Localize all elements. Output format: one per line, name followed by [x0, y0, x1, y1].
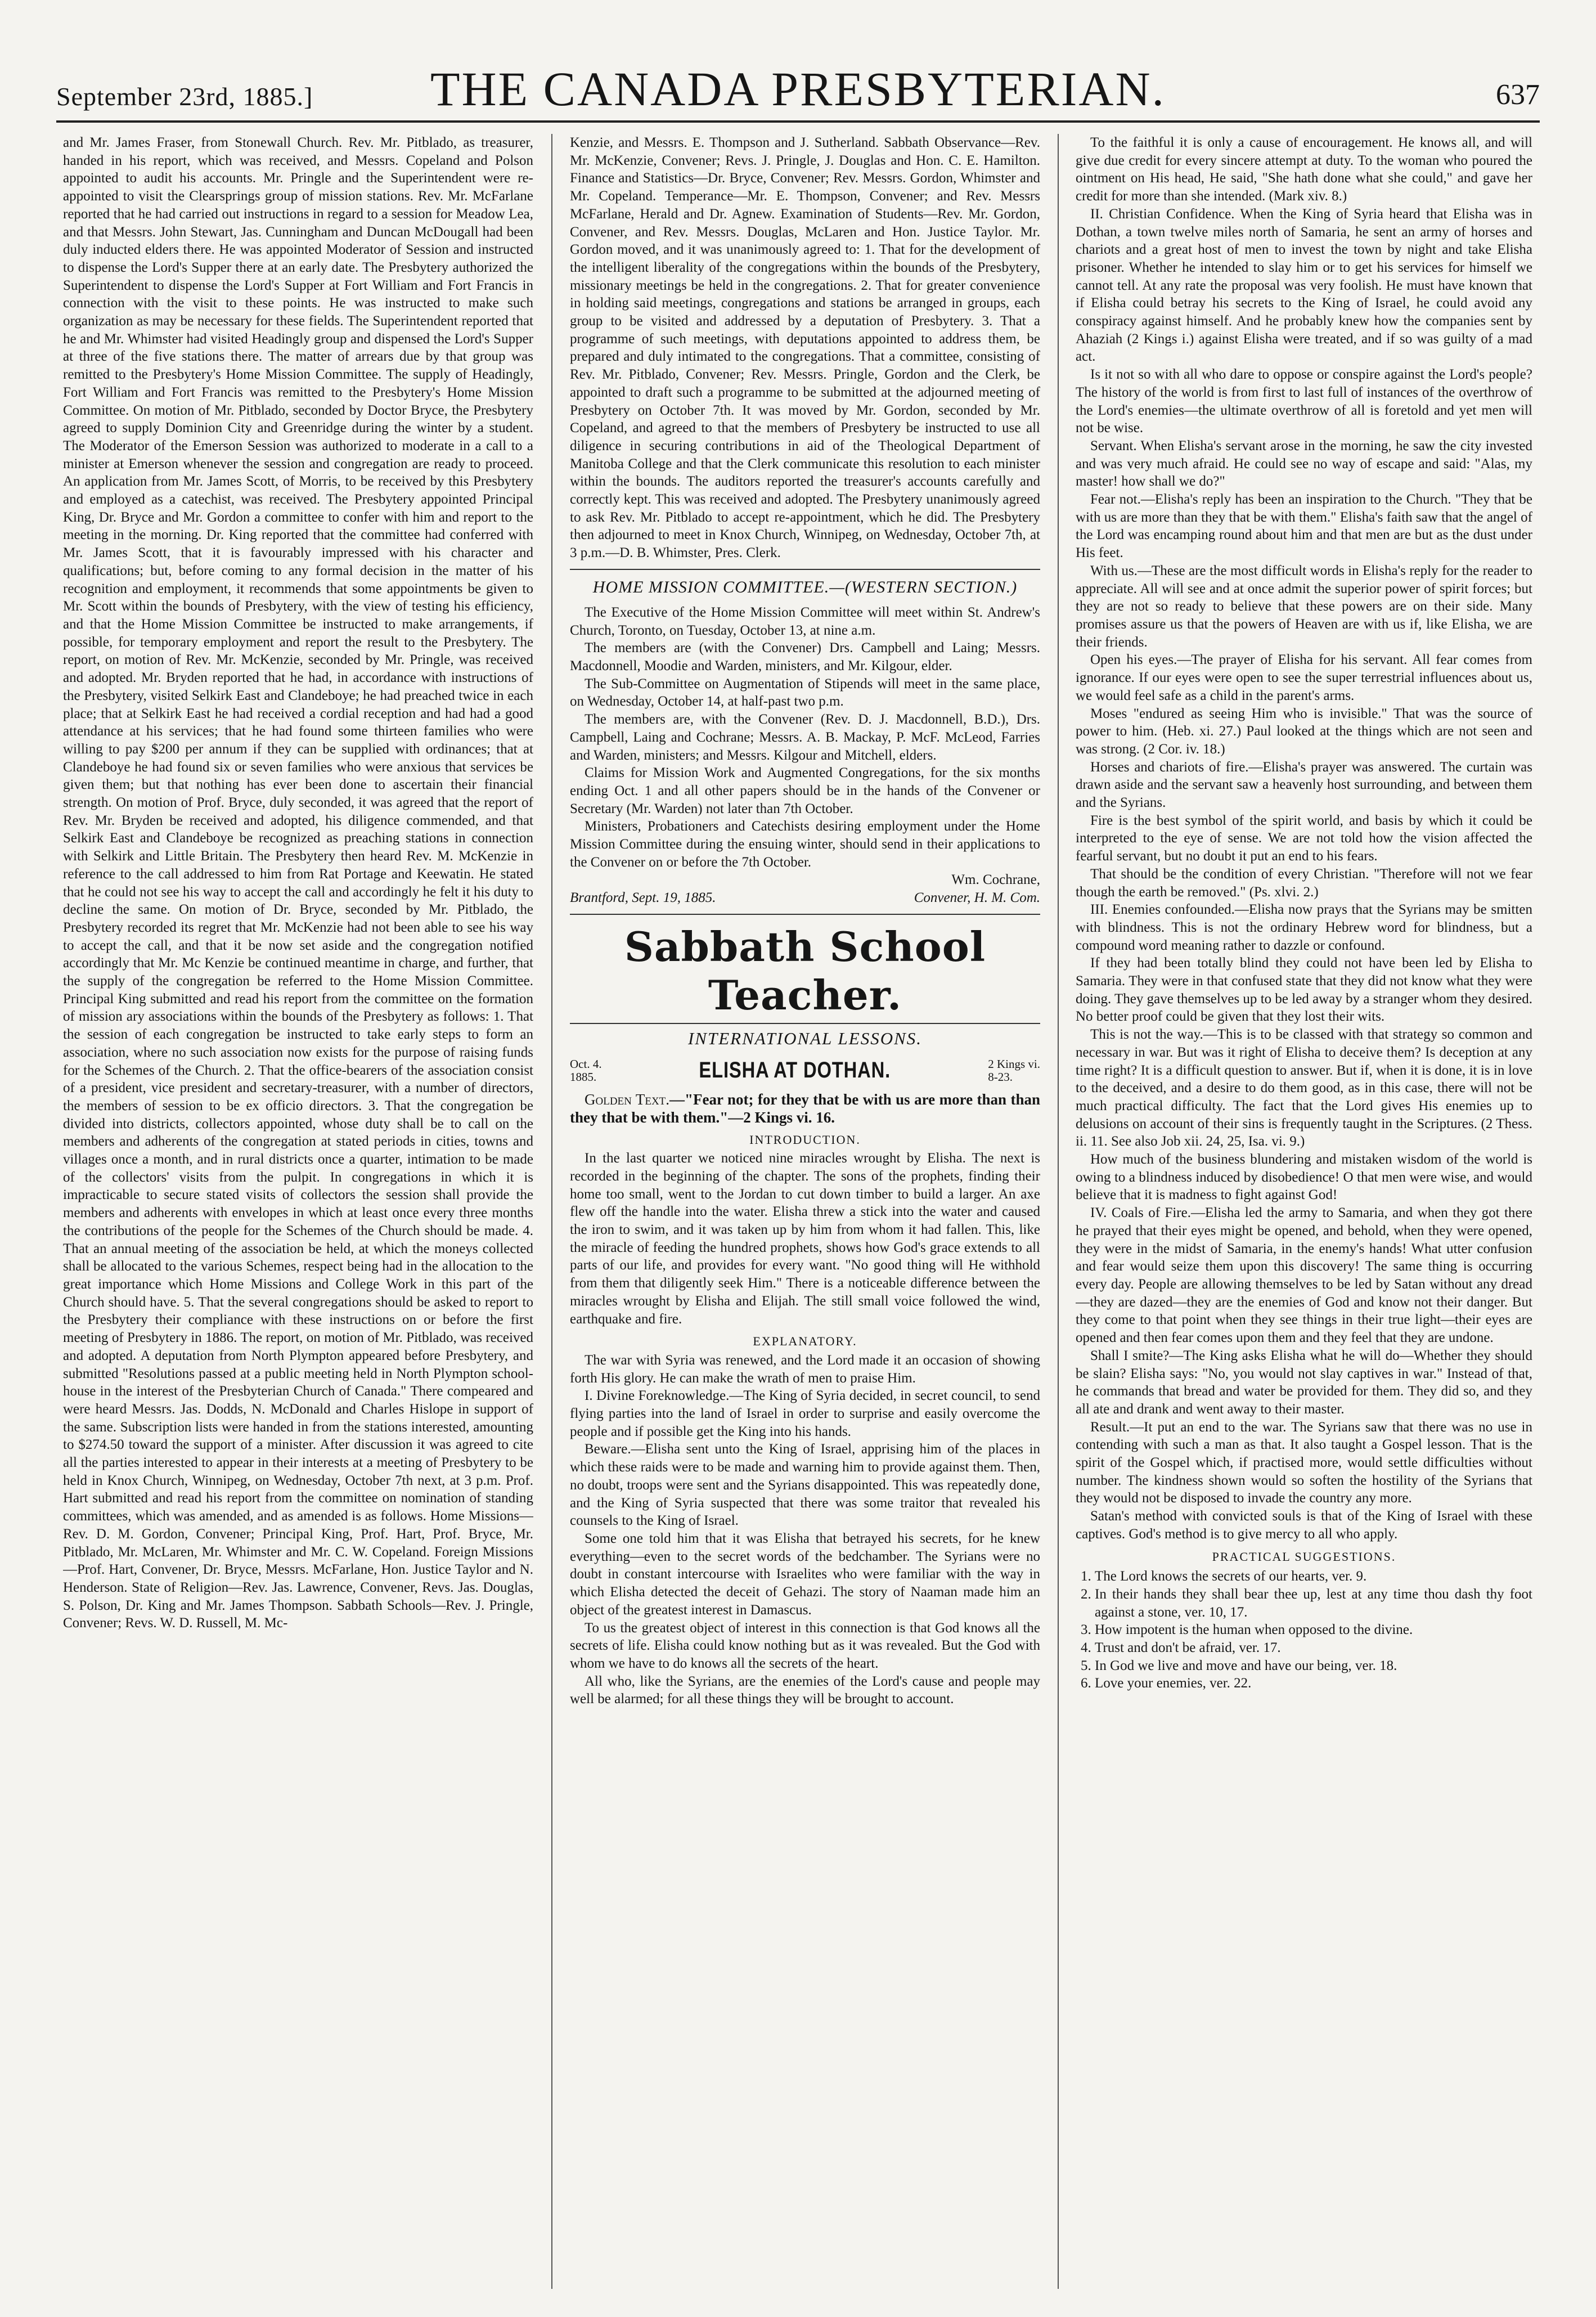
home-mission-paragraph: Claims for Mission Work and Augmented Congregations, for the six months ending Oct. 1 and all other papers should be in the hands of the Convener or Secretary (Mr. Warden) not later than 7th October. — [570, 765, 1040, 816]
lesson-paragraph: Servant. When Elisha's servant arose in the morning, he saw the city invested and was very much afraid. He could see no way of escape and said: "Alas, my master! how shall we do?" — [1076, 438, 1532, 490]
home-mission-heading: HOME MISSION COMMITTEE.—(WESTERN SECTION.) — [592, 577, 1018, 596]
suggestion-item: 3. How impotent is the human when opposed to the divine. — [1095, 1621, 1532, 1639]
lesson-paragraph: Fire is the best symbol of the spirit world, and basis by which it could be interpreted to the eye of sense. We are not told how the vision affected the fearful servant, but no doubt it put an end to his fears. — [1076, 812, 1532, 864]
masthead — [56, 63, 1540, 117]
lesson-paragraph: III. Enemies confounded.—Elisha now prays that the Syrians may be smitten with blindness. This is not the ordinary Hebrew word for blindness, but a compound word meaning rather to dazzle or confound. — [1076, 902, 1532, 953]
home-mission-paragraph: The members are (with the Convener) Drs. Campbell and Laing; Messrs. Macdonnell, Moodie and Warden, ministers, and Mr. Kilgour, elder. — [570, 640, 1040, 673]
issue-date: September 23rd, 1885.] — [56, 82, 313, 111]
suggestion-item: 6. Love your enemies, ver. 22. — [1095, 1674, 1532, 1692]
column-2 — [570, 134, 1040, 2289]
lesson-title: ELISHA AT DOTHAN. — [699, 1057, 891, 1083]
lesson-paragraph: Is it not so with all who dare to oppose or conspire against the Lord's people? The history of the world is from first to last full of instances of the overthrow of the Lord's enemies—the ultimate overthrow of all is foretold and yet men will not be wise. — [1076, 367, 1532, 436]
lesson-paragraph: This is not the way.—This is to be classed with that strategy so common and necessary in war. But was it right of Elisha to deceive them? Is deception at any time right? It is a difficult question to answer. But if, when it is done, it is in love to the deceived, and a desire to do them good, as in this case, there will not be much practical difficulty. The fact that the Lord gives His enemies up to delusions on account of their sins is frequently taught in the Scriptures. (2 Thess. ii. 11. See also Job xii. 24, 25, Isa. vi. 9.) — [1076, 1027, 1532, 1149]
presbytery-report-text: and Mr. James Fraser, from Stonewall Church. Rev. Mr. Pitblado, as treasurer, handed in his report, which was received, and Messrs. Copeland and Polson appointed to audit his accounts. Mr. Pringle and the Superintendent were re-appointed to visit the Clearsprings group of mission stations. Rev. Mr. McFarlane reported that he had carried out instructions in regard to a session for Meadow Lea, and that Messrs. John Stewart, Jas. Cunningham and Duncan McDougall had been duly inducted elders there. He was appointed Moderator of Session and instructed to dispense the Lord's Supper there at an early date. The Presbytery authorized the Superintendent to dispense the Lord's Supper at Fort William and Fort Francis in connection with the visit to these points. He was instructed to make such organization as may be necessary for these fields. The Superintendent reported that he and Mr. Whimster had visited Headingly group and dispensed the Lord's Supper at three of the five stations there. The matter of arrears due by that group was remitted to the Presbytery's Home Mission Committee. The supply of Headingly, Fort William and Fort Francis was remitted to the Presbytery's Home Mission Committee. On motion of Mr. Pitblado, seconded by Doctor Bryce, the Presbytery agreed to supply Dominion City and Greenridge during the winter by a student. The Moderator of the Emerson Session was authorized to moderate in a call to a minister at Emerson whenever the session and congregation are ready to proceed. An application from Mr. James Scott, of Morris, to be received by this Presbytery and employed as a catechist, was received. The Presbytery appointed Principal King, Dr. Bryce and Mr. Gordon a committee to confer with him and report to the meeting in the morning. Dr. King reported that the committee had conferred with Mr. James Scott, that it is favourably impressed with his character and qualifications; but, before coming to any formal decision in the matter of his recognition and employment, it recommends that some appointments be given to Mr. Scott within the bounds of Presbytery, with the view of testing his efficiency, and that the Home Mission Committee be instructed to make arrangements, if possible, for temporary employment and report the result to the Presbytery. The report, on motion of Rev. Mr. McKenzie, seconded by Mr. Pringle, was received and adopted. Mr. Bryden reported that he had, in accordance with instructions of the Presbytery, visited Selkirk East and Clandeboye; he had preached twice in each place; that at Selkirk East he had received a cordial reception and had had a good attendance at his services; that he had found some thirteen families who were willing to pay $200 per annum if they can be supplied with ordinances; that at Clandeboye he had found six or seven families who were anxious that services be given them; but that nothing has ever been done to ascertain their financial strength. On motion of Prof. Bryce, duly seconded, it was agreed that the report of Rev. Mr. Bryden be received and adopted, his diligence commended, and that Selkirk East and Clandeboye be recognized as preaching stations in connection with Selkirk and Little Britain. The Presbytery then heard Rev. M. McKenzie in reference to the call addressed to him from Rat Portage and Keewatin. He stated that he could not see his way to accept the call and accordingly he felt it his duty to decline the same. On motion of Dr. Bryce, seconded by Mr. Pitblado, the Presbytery recorded its regret that Mr. McKenzie had not been able to see his way to accept the call, and that it be now set aside and the congregation notified accordingly that Mr. Mc Kenzie be continued meantime in charge, and further, that the supply of the congregation be referred to the Home Mission Committee. Principal King submitted and read his report from the committee on the formation of mission ary associations within the bounds of the Presbytery as follows: 1. That the session of each congregation be instructed to take early steps to form an association, where no such association now exists for the purpose of raising funds for the Schemes of the Church. 2. That the office-bearers of the association consist of a president, vice president and secretary-treasurer, with a number of directors, the members of session to be ex officio directors. 3. That the congregation be divided into districts, collectors appointed, whose duty shall be to call on the members and adherents of the congregation at stated periods in cities, towns and villages once a month, and in rural districts once a quarter, intimation to be made of the collectors' visits from the pulpit. In congregations in which it is impracticable to secure stated visits of collectors the session shall provide the members and adherents with envelopes in which at least once every three months the contributions of the people for the Schemes of the Church should be made. 4. That an annual meeting of the association be held, at which the moneys collected shall be allocated to the various Schemes, respect being had in the allocation to the great importance which Home Missions and College Work in this part of the Church should have. 5. That the several congregations should be asked to report to the Presbytery their compliance with these instructions on or before the first meeting of Presbytery in 1886. The report, on motion of Mr. Pitblado, was received and adopted. A deputation from North Plympton appeared before Presbytery, and submitted "Resolutions passed at a public meeting held in North Plympton school-house in the interest of the Presbyterian Church of Canada." There compeared and were heard Messrs. Jas. Dodds, N. McDonald and Charles Hislope in support of the same. Subscription lists were handed in from the stations interested, amounting to $274.50 toward the support of a minister. After discussion it was agreed to cite all the parties interested to appear in their interests at a meeting of Presbytery to be held in Knox Church, Winnipeg, on Wednesday, October 7th next, at 3 p.m. Prof. Hart submitted and read his report from the committee on nomination of standing committees, which was amended, and as amended is as follows. Home Missions—Rev. D. M. Gordon, Convener; Principal King, Prof. Hart, Prof. Bryce, Mr. Pitblado, Mr. McLaren, Mr. Whimster and Mr. C. W. Copeland. Foreign Missions—Prof. Hart, Convener, Dr. Bryce, Messrs. McFarlane, Hon. Justice Taylor and N. Henderson. State of Religion—Rev. Jas. Lawrence, Convener, Revs. Jas. Douglas, S. Polson, Dr. King and Mr. James Thompson. Sabbath Schools—Rev. J. Pringle, Convener; Revs. W. D. Russell, M. Mc- — [63, 135, 533, 1631]
lesson-header — [570, 1058, 1040, 1084]
newspaper-title: THE CANADA PRESBYTERIAN. — [430, 62, 1166, 116]
lesson-paragraph: IV. Coals of Fire.—Elisha led the army to Samaria, and when they got there he prayed that their eyes might be opened, and behold, when they were opened, they were in the midst of Samaria, in the enemy's hands! What utter confusion and fear would seize them upon this discovery! The same thing is occurring every day. People are allowing themselves to be led by Satan without any dread—they are dazed—they are the enemies of God and know not their danger. But they come to that point when they see things in their true light—their eyes are opened and then fear comes upon them and they feel that they are undone. — [1076, 1205, 1532, 1346]
section-rule — [570, 569, 1040, 570]
page-number: 637 — [1496, 79, 1540, 111]
lesson-paragraph: Satan's method with convicted souls is that of the King of Israel with these captives. God's method is to give mercy to all who apply. — [1076, 1508, 1532, 1542]
place-date: Brantford, Sept. 19, 1885. — [570, 890, 716, 906]
explanatory-paragraph: Beware.—Elisha sent unto the King of Israel, apprising him of the places in which these raids were to be made and warning him to provide against them. Then, no doubt, troops were sent and the Syrians disappointed. This was repeatedly done, and the King of Syria suspected that there was some traitor that revealed his counsels to the King of Israel. — [570, 1442, 1040, 1529]
section-rule — [570, 914, 1040, 915]
signature-name: Wm. Cochrane, — [951, 872, 1040, 888]
lesson-paragraph: How much of the business blundering and mistaken wisdom of the world is owing to a blindness induced by disobedience! O that men were wise, and would believe that it is madness to fight against God! — [1076, 1152, 1532, 1203]
golden-text-label: Golden Text. — [585, 1090, 670, 1108]
golden-text — [570, 1090, 1040, 1126]
lesson-paragraph: Fear not.—Elisha's reply has been an inspiration to the Church. "They that be with us are more than they that be with them." Elisha's faith saw that the angel of the Lord was encamping round about him and that men are but as the dust under His feet. — [1076, 492, 1532, 561]
explanatory-heading: EXPLANATORY. — [753, 1334, 857, 1349]
explanatory-paragraph: I. Divine Foreknowledge.—The King of Syria decided, in secret council, to send flying parties into the land of Israel in order to surprise and easily overcome the people and if possible get the King into his hands. — [570, 1388, 1040, 1439]
column-divider — [551, 134, 552, 2289]
sabbath-school-title: Sabbath School Teacher. — [624, 922, 986, 1019]
lesson-paragraph: Horses and chariots of fire.—Elisha's prayer was answered. The curtain was drawn aside and the servant saw a heavenly host surrounding, and between them and the Syrians. — [1076, 759, 1532, 811]
column-divider — [1058, 134, 1059, 2289]
explanatory-paragraph: All who, like the Syrians, are the enemies of the Lord's cause and people may well be alarmed; for all these things they will be brought to account. — [570, 1673, 1040, 1707]
lesson-paragraph: With us.—These are the most difficult words in Elisha's reply for the reader to appreciate. All will see and at once admit the superior power of spirit forces; but they are not so ready to believe that these powers are on their side. Many promises assure us that the powers of Heaven are with us if, like Elisha, we are their friends. — [1076, 563, 1532, 650]
international-lessons-heading: INTERNATIONAL LESSONS. — [570, 1023, 1040, 1048]
presbytery-report-continued: Kenzie, and Messrs. E. Thompson and J. Sutherland. Sabbath Observance—Rev. Mr. McKenzie, Convener; Revs. J. Pringle, J. Douglas and Hon. C. E. Hamilton. Finance and Statistics—Dr. Bryce, Convener; Rev. Messrs. Gordon, Whimster and Mr. Copeland. Temperance—Mr. E. Thompson, Convener; and Rev. Messrs McFarlane, Herald and Dr. Agnew. Examination of Students—Rev. Mr. Gordon, Convener, and Rev. Messrs. Douglas, McLaren and Hon. Justice Taylor. Mr. Gordon moved, and it was unanimously agreed to: 1. That for the development of the intelligent liberality of the congregations within the bounds of the Presbytery, missionary meetings be held in the congregations. 2. That for greater convenience in holding said meetings, congregations and stations be arranged in groups, each group to be visited and addressed by a deputation of Presbytery. 3. That a programme of such meetings, with deputations appointed to address them, be prepared and duly intimated to the congregations. That a committee, consisting of Rev. Mr. Pitblado, Convener; Rev. Messrs. Pringle, Gordon and the Clerk, be appointed to draft such a programme to be submitted at the adjourned meeting of Presbytery on October 7th. It was moved by Mr. Gordon, seconded by Mr. Copeland, and agreed to that the members of Presbytery be instructed to use all diligence in securing contributions in aid of the Theological Department of Manitoba College and that the Clerk communicate this resolution to each minister within the bounds. The auditors reported the treasurer's accounts carefully and correctly kept. This was received and adopted. The Presbytery unanimously agreed to ask Rev. Mr. Pitblado to accept re-appointment, which he did. The Presbytery then adjourned to meet in Knox Church, Winnipeg, on Wednesday, October 7th, at 3 p.m.—D. B. Whimster, Pres. Clerk. — [570, 135, 1040, 561]
suggestion-item: 2. In their hands they shall bear thee up, lest at any time thou dash thy foot against a stone, ver. 10, 17. — [1095, 1586, 1532, 1621]
introduction-paragraph: In the last quarter we noticed nine miracles wrought by Elisha. The next is recorded in the beginning of the chapter. The sons of the prophets, finding their home too small, went to the Jordan to cut down timber to build a larger. An axe flew off the handle into the water. Elisha threw a stick into the water and caused the iron to swim, and it was taken up by him from whom it had fallen. This, like the miracle of feeding the hundred prophets, shows how God's grace extends to all parts of our life, and provides for every want. "No good thing will He withhold from them that diligently seek Him." There is a noticeable difference between the miracles wrought by Elisha and Elijah. The still small voice followed the wind, earthquake and fire. — [570, 1151, 1040, 1327]
signature-line — [570, 889, 1040, 907]
explanatory-paragraph: The war with Syria was renewed, and the Lord made it an occasion of showing forth His glory. He can make the wrath of men to praise Him. — [570, 1352, 1040, 1386]
lesson-paragraph: That should be the condition of every Christian. "Therefore will not we fear though the earth be removed." (Ps. xlvi. 2.) — [1076, 866, 1532, 900]
introduction-heading: INTRODUCTION. — [749, 1132, 861, 1147]
lesson-reference: 2 Kings vi. 8-23. — [988, 1057, 1040, 1084]
lesson-paragraph: II. Christian Confidence. When the King of Syria heard that Elisha was in Dothan, a town twelve miles north of Samaria, he sent an army of horses and chariots and a great host of men to invest the town by night and take Elisha prisoner. Whether he intended to slay him or to get his services for himself we cannot tell. At any rate the proposal was very foolish. He must have known that if Elisha could betray his secrets to the King of Israel, he could avoid any conspiracy against himself. And he probably knew how the companies sent by Ahaziah (2 Kings i.) against Elisha were treated, and if so was guilty of a mad act. — [1076, 206, 1532, 365]
home-mission-paragraph: The members are, with the Convener (Rev. D. J. Macdonnell, B.D.), Drs. Campbell, Laing and Cochrane; Messrs. A. B. Mackay, P. McF. McLeod, Farries and Warden, ministers; and Messrs. Kilgour and Mitchell, elders. — [570, 712, 1040, 763]
golden-text-body: —"Fear not; for they that be with us are more than than they that be with them."—2 Kings vi. 16. — [570, 1090, 1040, 1126]
lesson-paragraph: If they had been totally blind they could not have been led by Elisha to Samaria. They were in that confused state that they did not know what they were doing. They gave themselves up to be led away by a stranger whom they desired. No better proof could be given that they lost their wits. — [1076, 955, 1532, 1025]
lesson-paragraph: To the faithful it is only a cause of encouragement. He knows all, and will give due credit for every sincere attempt at duty. To the woman who poured the ointment on His head, He said, "She hath done what she could," and gave her credit for more than she intended. (Mark xiv. 8.) — [1076, 135, 1532, 204]
lesson-date: Oct. 4. 1885. — [570, 1057, 602, 1084]
masthead-rule — [56, 120, 1540, 123]
explanatory-paragraph: Some one told him that it was Elisha that betrayed his secrets, for he knew everything—even to the secret words of the bedchamber. The Syrians were no doubt in constant intercourse with Israelites who were familiar with the way in which Elisha detected the deceit of Gehazi. The story of Naaman made him an object of the greatest interest in Damascus. — [570, 1531, 1040, 1618]
column-1 — [63, 134, 533, 2289]
lesson-paragraph: Moses "endured as seeing Him who is invisible." That was the source of power to him. (Heb. xi. 27.) Paul looked at the things which are not seen and was strong. (2 Cor. iv. 18.) — [1076, 706, 1532, 757]
suggestion-item: 4. Trust and don't be afraid, ver. 17. — [1095, 1639, 1532, 1657]
column-3 — [1076, 134, 1532, 2289]
home-mission-paragraph: The Executive of the Home Mission Committee will meet within St. Andrew's Church, Toronto, on Tuesday, October 13, at nine a.m. — [570, 604, 1040, 638]
signature-title: Convener, H. M. Com. — [914, 890, 1040, 906]
lesson-paragraph: Shall I smite?—The King asks Elisha what he will do—Whether they should be slain? Elisha says: "No, you would not slay captives in war." Instead of that, he commands that bread and water be provided for them. They did so, and they all ate and drank and went away to their master. — [1076, 1348, 1532, 1417]
home-mission-paragraph: The Sub-Committee on Augmentation of Stipends will meet in the same place, on Wednesday, October 14, at half-past two p.m. — [570, 676, 1040, 710]
suggestion-item: 1. The Lord knows the secrets of our hearts, ver. 9. — [1095, 1568, 1532, 1586]
suggestions-list — [1076, 1568, 1532, 1692]
explanatory-paragraph: To us the greatest object of interest in this connection is that God knows all the secrets of life. Elisha could know nothing but as it was revealed. But the God with whom we have to do knows all the secrets of the heart. — [570, 1620, 1040, 1671]
lesson-paragraph: Open his eyes.—The prayer of Elisha for his servant. All fear comes from ignorance. If our eyes were open to see the super terrestrial influences about us, we would feel safe as a child in the parent's arms. — [1076, 652, 1532, 703]
suggestion-item: 5. In God we live and move and have our being, ver. 18. — [1095, 1657, 1532, 1675]
practical-suggestions-heading: PRACTICAL SUGGESTIONS. — [1212, 1549, 1396, 1564]
home-mission-paragraph: Ministers, Probationers and Catechists desiring employment under the Home Mission Committee during the ensuing winter, should send in their applications to the Convener on or before the 7th October. — [570, 819, 1040, 870]
lesson-paragraph: Result.—It put an end to the war. The Syrians saw that there was no use in contending with such a man as that. It also taught a Gospel lesson. That is the spirit of the Gospel which, if practised more, would settle difficulties without number. The kindness shown would so soften the hostility of the Syrians that they would not be disposed to invade the country any more. — [1076, 1419, 1532, 1506]
